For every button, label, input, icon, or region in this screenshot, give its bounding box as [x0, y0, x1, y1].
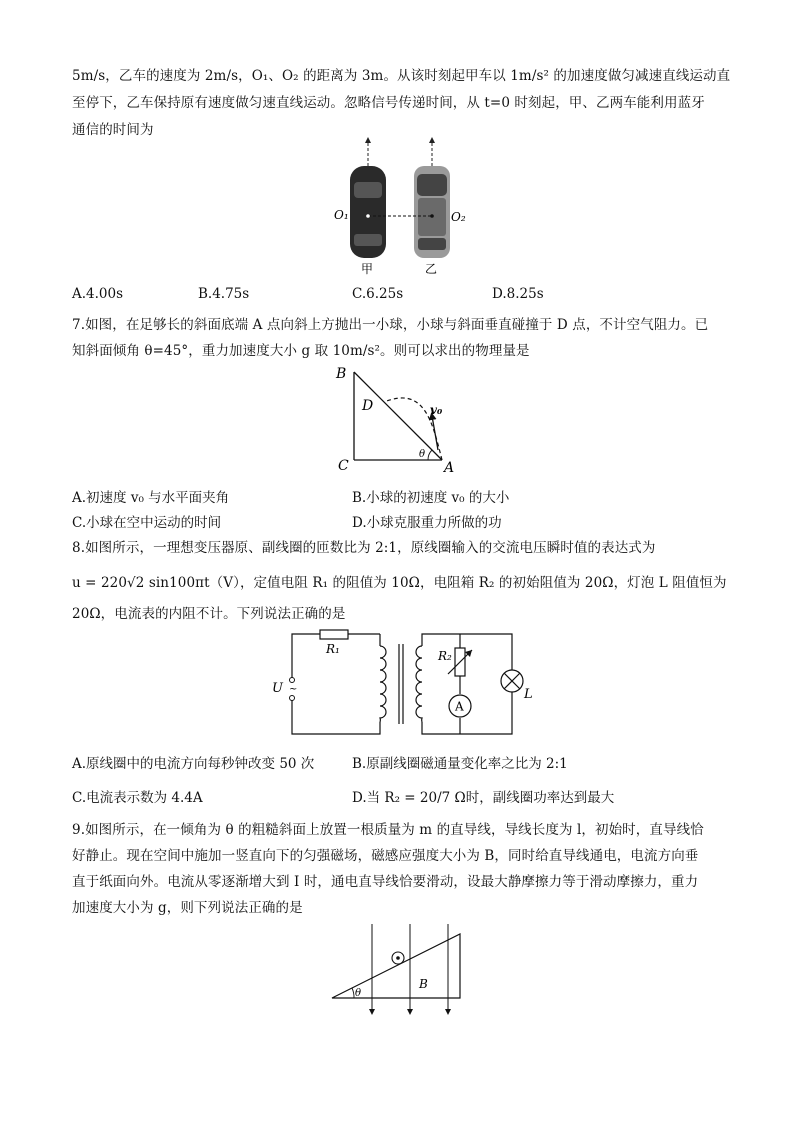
label-c: C	[338, 458, 349, 474]
label-b: B	[336, 366, 347, 382]
q7-option-c: C.小球在空中运动的时间	[72, 515, 222, 531]
label-r1: R₁	[326, 642, 340, 656]
q9-line-3: 直于纸面向外。电流从零逐渐增大到 I 时，通电直导线恰要滑动，设最大静摩擦力等于滑动摩擦力，重力	[72, 874, 699, 890]
q9-line-2: 好静止。现在空间中施加一竖直向下的匀强磁场，磁感应强度大小为 B，同时给直导线通电，电流方向垂	[72, 848, 699, 864]
label-b-field: B	[419, 977, 428, 991]
q8-option-a: A.原线圈中的电流方向每秒钟改变 50 次	[72, 756, 315, 772]
q8-line-2: u = 220√2 sin100πt（V），定值电阻 R₁ 的阻值为 10Ω，电阻箱 R₂ 的初始阻值为 20Ω，灯泡 L 阻值恒为	[72, 575, 727, 591]
q8-option-c: C.电流表示数为 4.4A	[72, 790, 203, 806]
q7-line-2: 知斜面倾角 θ=45°，重力加速度大小 g 取 10m/s²。则可以求出的物理量是	[72, 343, 530, 359]
q6-option-c: C.6.25s	[352, 286, 404, 302]
q6-option-a: A.4.00s	[72, 286, 124, 302]
q6-line-3: 通信的时间为	[72, 122, 154, 138]
q8-option-d: D.当 R₂ = 20/7 Ω时，副线圈功率达到最大	[352, 790, 615, 806]
q9-line-4: 加速度大小为 g，则下列说法正确的是	[72, 900, 303, 916]
q6-line-2: 至停下，乙车保持原有速度做匀速直线运动。忽略信号传递时间，从 t=0 时刻起，甲、乙两车能利用蓝牙	[72, 95, 705, 111]
q9-line-1: 9.如图所示，在一倾角为 θ 的粗糙斜面上放置一根质量为 m 的直导线，导线长度为 l，初始时，直导线恰	[72, 822, 704, 838]
label-d: D	[362, 398, 374, 414]
label-r2: R₂	[438, 649, 452, 663]
q8-line-3: 20Ω，电流表的内阻不计。下列说法正确的是	[72, 606, 346, 622]
q8-line-1: 8.如图所示，一理想变压器原、副线圈的匝数比为 2:1，原线圈输入的交流电压瞬时值的表达式为	[72, 540, 656, 556]
label-jia: 甲	[361, 262, 374, 276]
car-jia-icon	[350, 166, 386, 258]
q7-option-d: D.小球克服重力所做的功	[352, 515, 502, 531]
q7-option-a: A.初速度 v₀ 与水平面夹角	[72, 490, 230, 506]
q7-option-b: B.小球的初速度 v₀ 的大小	[352, 490, 510, 506]
label-l: L	[524, 687, 533, 702]
q6-option-d: D.8.25s	[492, 286, 544, 302]
q7-incline-figure	[328, 360, 468, 478]
q7-line-1: 7.如图，在足够长的斜面底端 A 点向斜上方抛出一小球，小球与斜面垂直碰撞于 D 点，不计空气阻力。已	[72, 317, 709, 333]
label-u: U	[272, 681, 283, 696]
label-a: A	[444, 460, 455, 476]
q8-option-b: B.原副线圈磁通量变化率之比为 2:1	[352, 756, 568, 772]
car-yi-icon	[414, 166, 450, 258]
label-theta-9: θ	[355, 988, 362, 999]
label-o2: O₂	[451, 210, 466, 224]
svg-text:~: ~	[289, 684, 298, 695]
label-yi: 乙	[425, 262, 438, 276]
q6-line-1: 5m/s，乙车的速度为 2m/s，O₁、O₂ 的距离为 3m。从该时刻起甲车以 1m/s² 的加速度做匀减速直线运动直	[72, 68, 731, 84]
label-o1: O₁	[334, 208, 349, 222]
q8-circuit-figure	[262, 626, 542, 742]
ammeter-label: A	[455, 699, 464, 714]
label-v0: v₀	[430, 403, 443, 417]
label-theta: θ	[419, 449, 426, 460]
q9-field-figure	[326, 920, 466, 1016]
q6-option-b: B.4.75s	[198, 286, 250, 302]
q6-cars-figure	[320, 136, 480, 276]
